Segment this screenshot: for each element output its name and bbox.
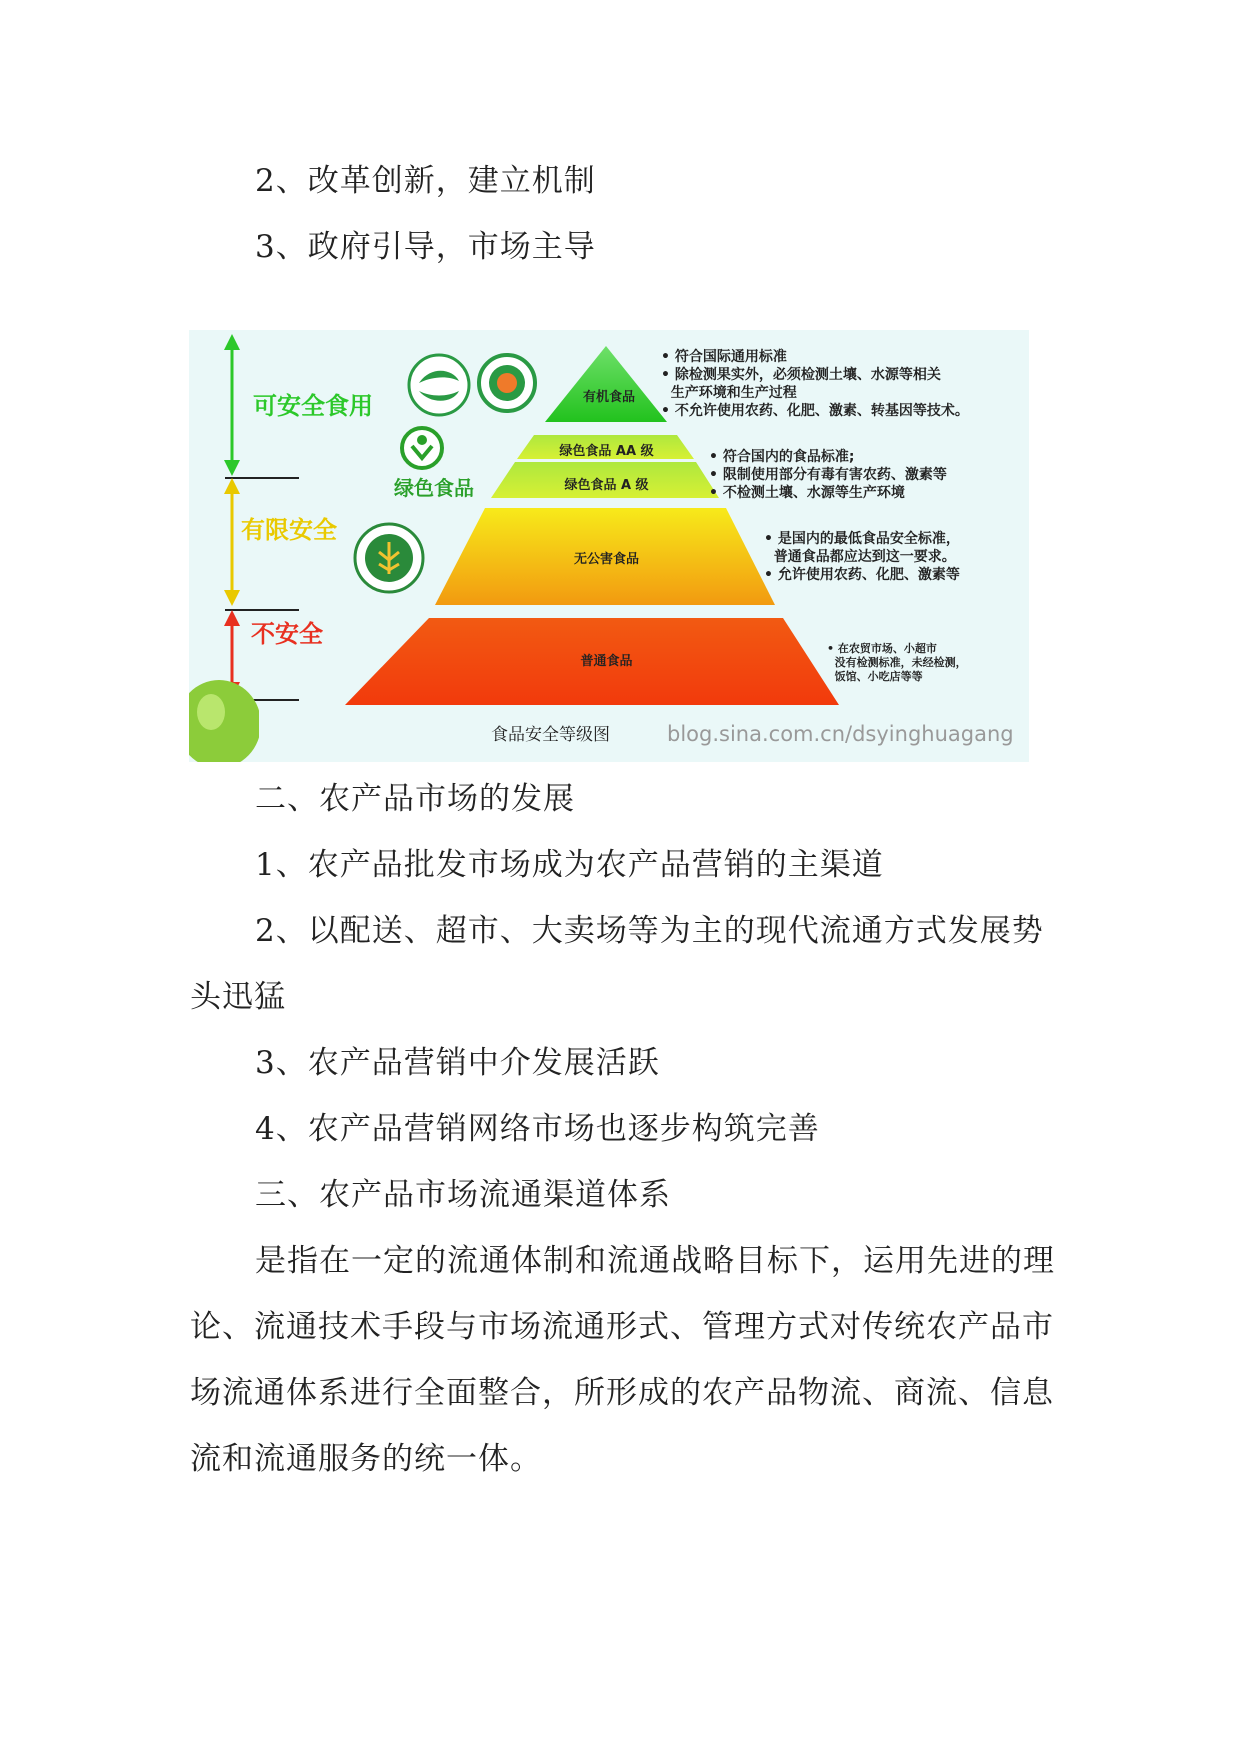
list-item-intermediaries: 3、农产品营销中介发展活跃 [255,1045,660,1081]
list-item-reform: 2、改革创新，建立机制 [255,163,596,199]
tier-organic-shape [545,346,667,422]
note-ordinary: • 在农贸市场、小超市 没有检测标准，未经检测， 饭馆、小吃店等等 [827,642,967,683]
watermark: blog.sina.com.cn/dsyinghuagang [667,722,1014,746]
section-heading-market-development: 二、农产品市场的发展 [255,781,575,817]
organic-logo-2 [479,355,535,411]
tier-green-aa-label: 绿色食品 AA 级 [559,444,654,459]
green-food-logo [402,428,442,468]
tier-pollution-free-label: 无公害食品 [573,552,639,567]
definition-paragraph: 是指在一定的流通体制和流通战略目标下，运用先进的理论、流通技术手段与市场流通形式、管理方式对传统农产品市场流通体系进行全面整合，所形成的农产品物流、商流、信息流和流通服务的统一体。 [190,1243,1055,1477]
pollution-free-logo [355,524,423,592]
label-limited-safe: 有限安全 [241,516,337,544]
apple-image [189,662,259,762]
section-heading-channel-system: 三、农产品市场流通渠道体系 [255,1177,671,1213]
food-safety-figure [189,330,1029,762]
list-item-government: 3、政府引导，市场主导 [255,229,596,265]
note-organic: • 符合国际通用标准 • 除检测果实外，必须检测土壤、水源等相关 生产环境和生产过程 • 不允许使用农药、化肥、激素、转基因等技术。 [661,349,969,419]
tier-organic-label: 有机食品 [582,390,635,405]
tier-ordinary-label: 普通食品 [580,654,633,669]
note-green: • 符合国内的食品标准; • 限制使用部分有毒有害农药、激素等 • 不检测土壤、水源等生产环境 [709,449,947,501]
label-unsafe: 不安全 [251,620,323,648]
note-pollution-free: • 是国内的最低食品安全标准， 普通食品都应达到这一要求。 • 允许使用农药、化肥、激素等 [764,531,960,583]
organic-logo-1 [409,355,469,415]
green-food-logo-text: 绿色食品 [394,476,474,500]
list-item-wholesale: 1、农产品批发市场成为农产品营销的主渠道 [255,847,884,883]
tier-green-a-label: 绿色食品 A 级 [564,478,649,493]
figure-caption: 食品安全等级图 [491,725,610,745]
label-safe: 可安全食用 [253,392,373,420]
list-item-modern-distribution: 2、以配送、超市、大卖场等为主的现代流通方式发展势头迅猛 [190,913,1044,1015]
list-item-network-market: 4、农产品营销网络市场也逐步构筑完善 [255,1111,820,1147]
